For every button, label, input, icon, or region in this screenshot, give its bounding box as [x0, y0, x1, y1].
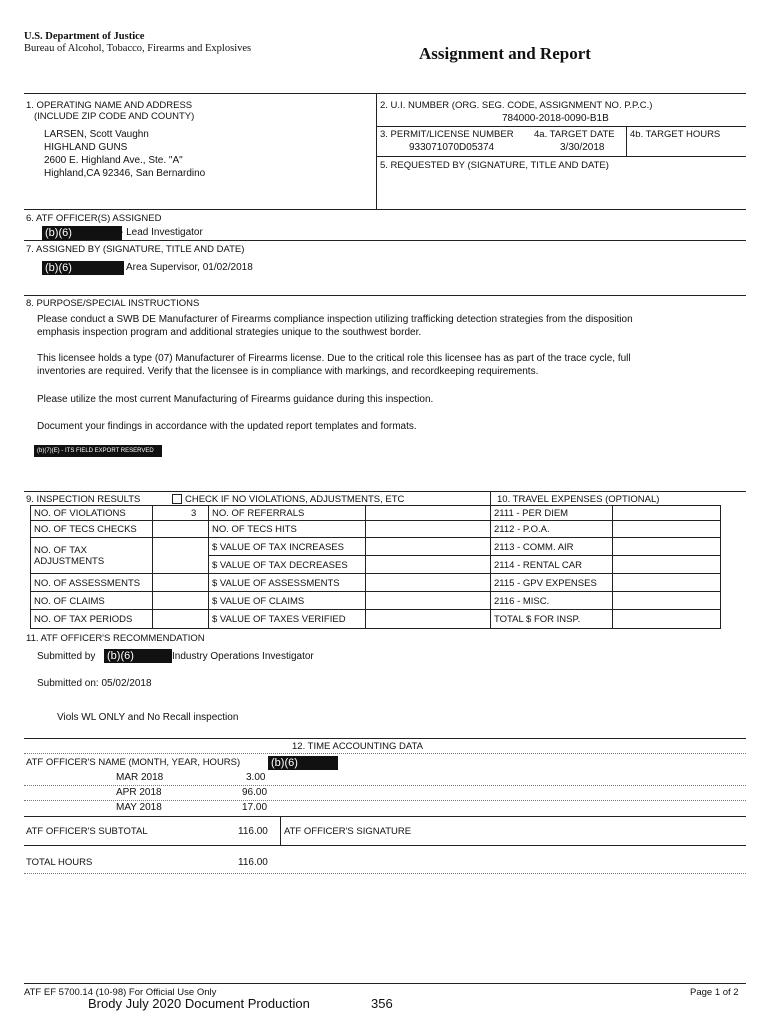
op-sublabel: (INCLUDE ZIP CODE AND COUNTY) — [34, 111, 195, 122]
rule-v-c2 — [208, 505, 209, 629]
total-value: 116.00 — [238, 857, 268, 868]
rule-month-1 — [24, 785, 746, 786]
purpose-p2b: inventories are required. Verify that the licensee is in compliance with markings, and recordkeeping requirements. — [37, 366, 539, 377]
subtotal-value: 116.00 — [238, 826, 268, 837]
hours-2: 96.00 — [242, 787, 268, 798]
rule-end — [24, 873, 746, 874]
rule-r4 — [30, 573, 720, 574]
officers-role: - Lead Investigator — [120, 227, 203, 238]
op-line-4: Highland,CA 92346, San Bernardino — [44, 168, 206, 179]
rule-v-c4 — [612, 505, 613, 629]
purpose-p2a: This licensee holds a type (07) Manufacturer of Firearms license. Due to the critical role this licensee has as part of the trace cycle, full — [37, 353, 631, 364]
page-number: Page 1 of 2 — [690, 987, 739, 998]
target-date-value: 3/30/2018 — [560, 142, 605, 153]
rule-v-op — [376, 93, 377, 209]
rule-total — [24, 845, 746, 846]
rule-officers — [24, 209, 746, 210]
tax-adj-label-2: ADJUSTMENTS — [34, 556, 105, 567]
assessments-label: NO. OF ASSESSMENTS — [34, 578, 141, 589]
rule-time-sub — [24, 753, 746, 754]
bureau-name: Bureau of Alcohol, Tobacco, Firearms and Explosives — [24, 43, 252, 54]
rule-month-2 — [24, 800, 746, 801]
op-label: 1. OPERATING NAME AND ADDRESS — [26, 100, 193, 111]
rule-r1 — [30, 520, 720, 521]
travel-item-5: 2115 - GPV EXPENSES — [494, 578, 597, 589]
purpose-p3: Please utilize the most current Manufacturing of Firearms guidance during this inspection. — [37, 394, 434, 405]
rule-v-c1 — [152, 505, 153, 629]
val-claims-label: $ VALUE OF CLAIMS — [212, 596, 305, 607]
no-violations-label: CHECK IF NO VIOLATIONS, ADJUSTMENTS, ETC — [185, 494, 405, 505]
rule-r3 — [208, 555, 720, 556]
rule-r7 — [30, 628, 720, 629]
purpose-p1a: Please conduct a SWB DE Manufacturer of Firearms compliance inspection utilizing trafficking detection strategies from the disposition — [37, 314, 633, 325]
rule-v-right — [720, 505, 721, 629]
ui-value: 784000-2018-0090-B1B — [502, 113, 609, 124]
tax-inc-label: $ VALUE OF TAX INCREASES — [212, 542, 344, 553]
results-label: 9. INSPECTION RESULTS — [26, 494, 141, 505]
rule-v-signature — [280, 816, 281, 845]
no-violations-checkbox[interactable] — [172, 494, 182, 504]
rule-v-c3 — [365, 505, 366, 629]
officer-name-label: ATF OFFICER'S NAME (MONTH, YEAR, HOURS) — [26, 757, 241, 768]
requested-label: 5. REQUESTED BY (SIGNATURE, TITLE AND DATE) — [380, 160, 609, 171]
form-number: ATF EF 5700.14 (10-98) For Official Use Only — [24, 987, 217, 998]
permit-value: 933071070D05374 — [409, 142, 495, 153]
rule-results — [24, 491, 746, 492]
production-number: 356 — [371, 996, 393, 1011]
rule-footer — [24, 983, 746, 984]
referrals-label: NO. OF REFERRALS — [212, 508, 305, 519]
agency-name: U.S. Department of Justice — [24, 31, 145, 42]
recommendation-role: Industry Operations Investigator — [172, 651, 314, 662]
total-label: TOTAL HOURS — [26, 857, 93, 868]
tax-adj-label-1: NO. OF TAX — [34, 545, 87, 556]
month-3: MAY 2018 — [116, 802, 162, 813]
rule-permit — [376, 156, 746, 157]
tax-periods-label: NO. OF TAX PERIODS — [34, 614, 133, 625]
travel-item-2: 2112 - P.O.A. — [494, 524, 550, 535]
time-redaction: (b)(6) — [268, 756, 338, 770]
month-2: APR 2018 — [116, 787, 162, 798]
tecs-hits-label: NO. OF TECS HITS — [212, 524, 297, 535]
month-1: MAR 2018 — [116, 772, 164, 783]
officers-label: 6. ATF OFFICER(S) ASSIGNED — [26, 213, 162, 224]
travel-label: 10. TRAVEL EXPENSES (OPTIONAL) — [497, 494, 660, 505]
rule-time — [24, 738, 746, 739]
purpose-p1b: emphasis inspection program and additional strategies unique to the southwest border. — [37, 327, 422, 338]
rule-r0 — [30, 505, 720, 506]
rule-assigned — [24, 240, 746, 241]
val-assess-label: $ VALUE OF ASSESSMENTS — [212, 578, 340, 589]
recommendation-redaction: (b)(6) — [104, 649, 172, 663]
submitted-on: Submitted on: 05/02/2018 — [37, 678, 152, 689]
subtotal-label: ATF OFFICER'S SUBTOTAL — [26, 826, 148, 837]
assigned-label: 7. ASSIGNED BY (SIGNATURE, TITLE AND DATE) — [26, 244, 245, 255]
hours-1: 3.00 — [246, 772, 266, 783]
purpose-p4: Document your findings in accordance with the updated report templates and formats. — [37, 421, 417, 432]
target-date-label: 4a. TARGET DATE — [534, 129, 615, 140]
time-label: 12. TIME ACCOUNTING DATA — [292, 741, 423, 752]
val-verified-label: $ VALUE OF TAXES VERIFIED — [212, 614, 346, 625]
rule-r2 — [30, 537, 720, 538]
op-line-1: LARSEN, Scott Vaughn — [44, 129, 149, 140]
tax-dec-label: $ VALUE OF TAX DECREASES — [212, 560, 348, 571]
rule-v-hours — [626, 126, 627, 156]
rule-purpose — [24, 295, 746, 296]
rule-r6 — [30, 609, 720, 610]
ui-label: 2. U.I. NUMBER (ORG. SEG. CODE, ASSIGNMENT NO. P.P.C.) — [380, 100, 653, 111]
rule-r5 — [30, 591, 720, 592]
purpose-label: 8. PURPOSE/SPECIAL INSTRUCTIONS — [26, 298, 200, 309]
rule-ui — [376, 126, 746, 127]
permit-label: 3. PERMIT/LICENSE NUMBER — [380, 129, 514, 140]
rule-top — [24, 93, 746, 94]
recommendation-note: Viols WL ONLY and No Recall inspection — [57, 712, 239, 723]
rule-v-left — [30, 505, 31, 629]
hours-3: 17.00 — [242, 802, 268, 813]
submitted-by-label: Submitted by — [37, 651, 96, 662]
travel-item-6: 2116 - MISC. — [494, 596, 550, 607]
claims-label: NO. OF CLAIMS — [34, 596, 105, 607]
op-line-3: 2600 E. Highland Ave., Ste. "A" — [44, 155, 183, 166]
violations-label: NO. OF VIOLATIONS — [34, 508, 126, 519]
op-line-2: HIGHLAND GUNS — [44, 142, 128, 153]
travel-item-3: 2113 - COMM. AIR — [494, 542, 574, 553]
officers-redaction: (b)(6) — [42, 226, 122, 240]
tecs-checks-label: NO. OF TECS CHECKS — [34, 524, 137, 535]
form-title: Assignment and Report — [419, 44, 591, 63]
recommendation-label: 11. ATF OFFICER'S RECOMMENDATION — [26, 633, 205, 644]
rule-subtotal — [24, 816, 746, 817]
production-label: Brody July 2020 Document Production — [88, 996, 310, 1011]
travel-item-7: TOTAL $ FOR INSP. — [494, 614, 581, 625]
violations-value: 3 — [191, 508, 197, 519]
target-hours-label: 4b. TARGET HOURS — [630, 129, 721, 140]
purpose-redaction: (b)(7)(E) - ITS FIELD EXPORT RESERVED — [34, 445, 162, 457]
assigned-text: , Area Supervisor, 01/02/2018 — [121, 262, 253, 273]
travel-item-1: 2111 - PER DIEM — [494, 508, 569, 519]
signature-label: ATF OFFICER'S SIGNATURE — [284, 826, 412, 837]
travel-item-4: 2114 - RENTAL CAR — [494, 560, 582, 571]
assigned-redaction: (b)(6) — [42, 261, 124, 275]
